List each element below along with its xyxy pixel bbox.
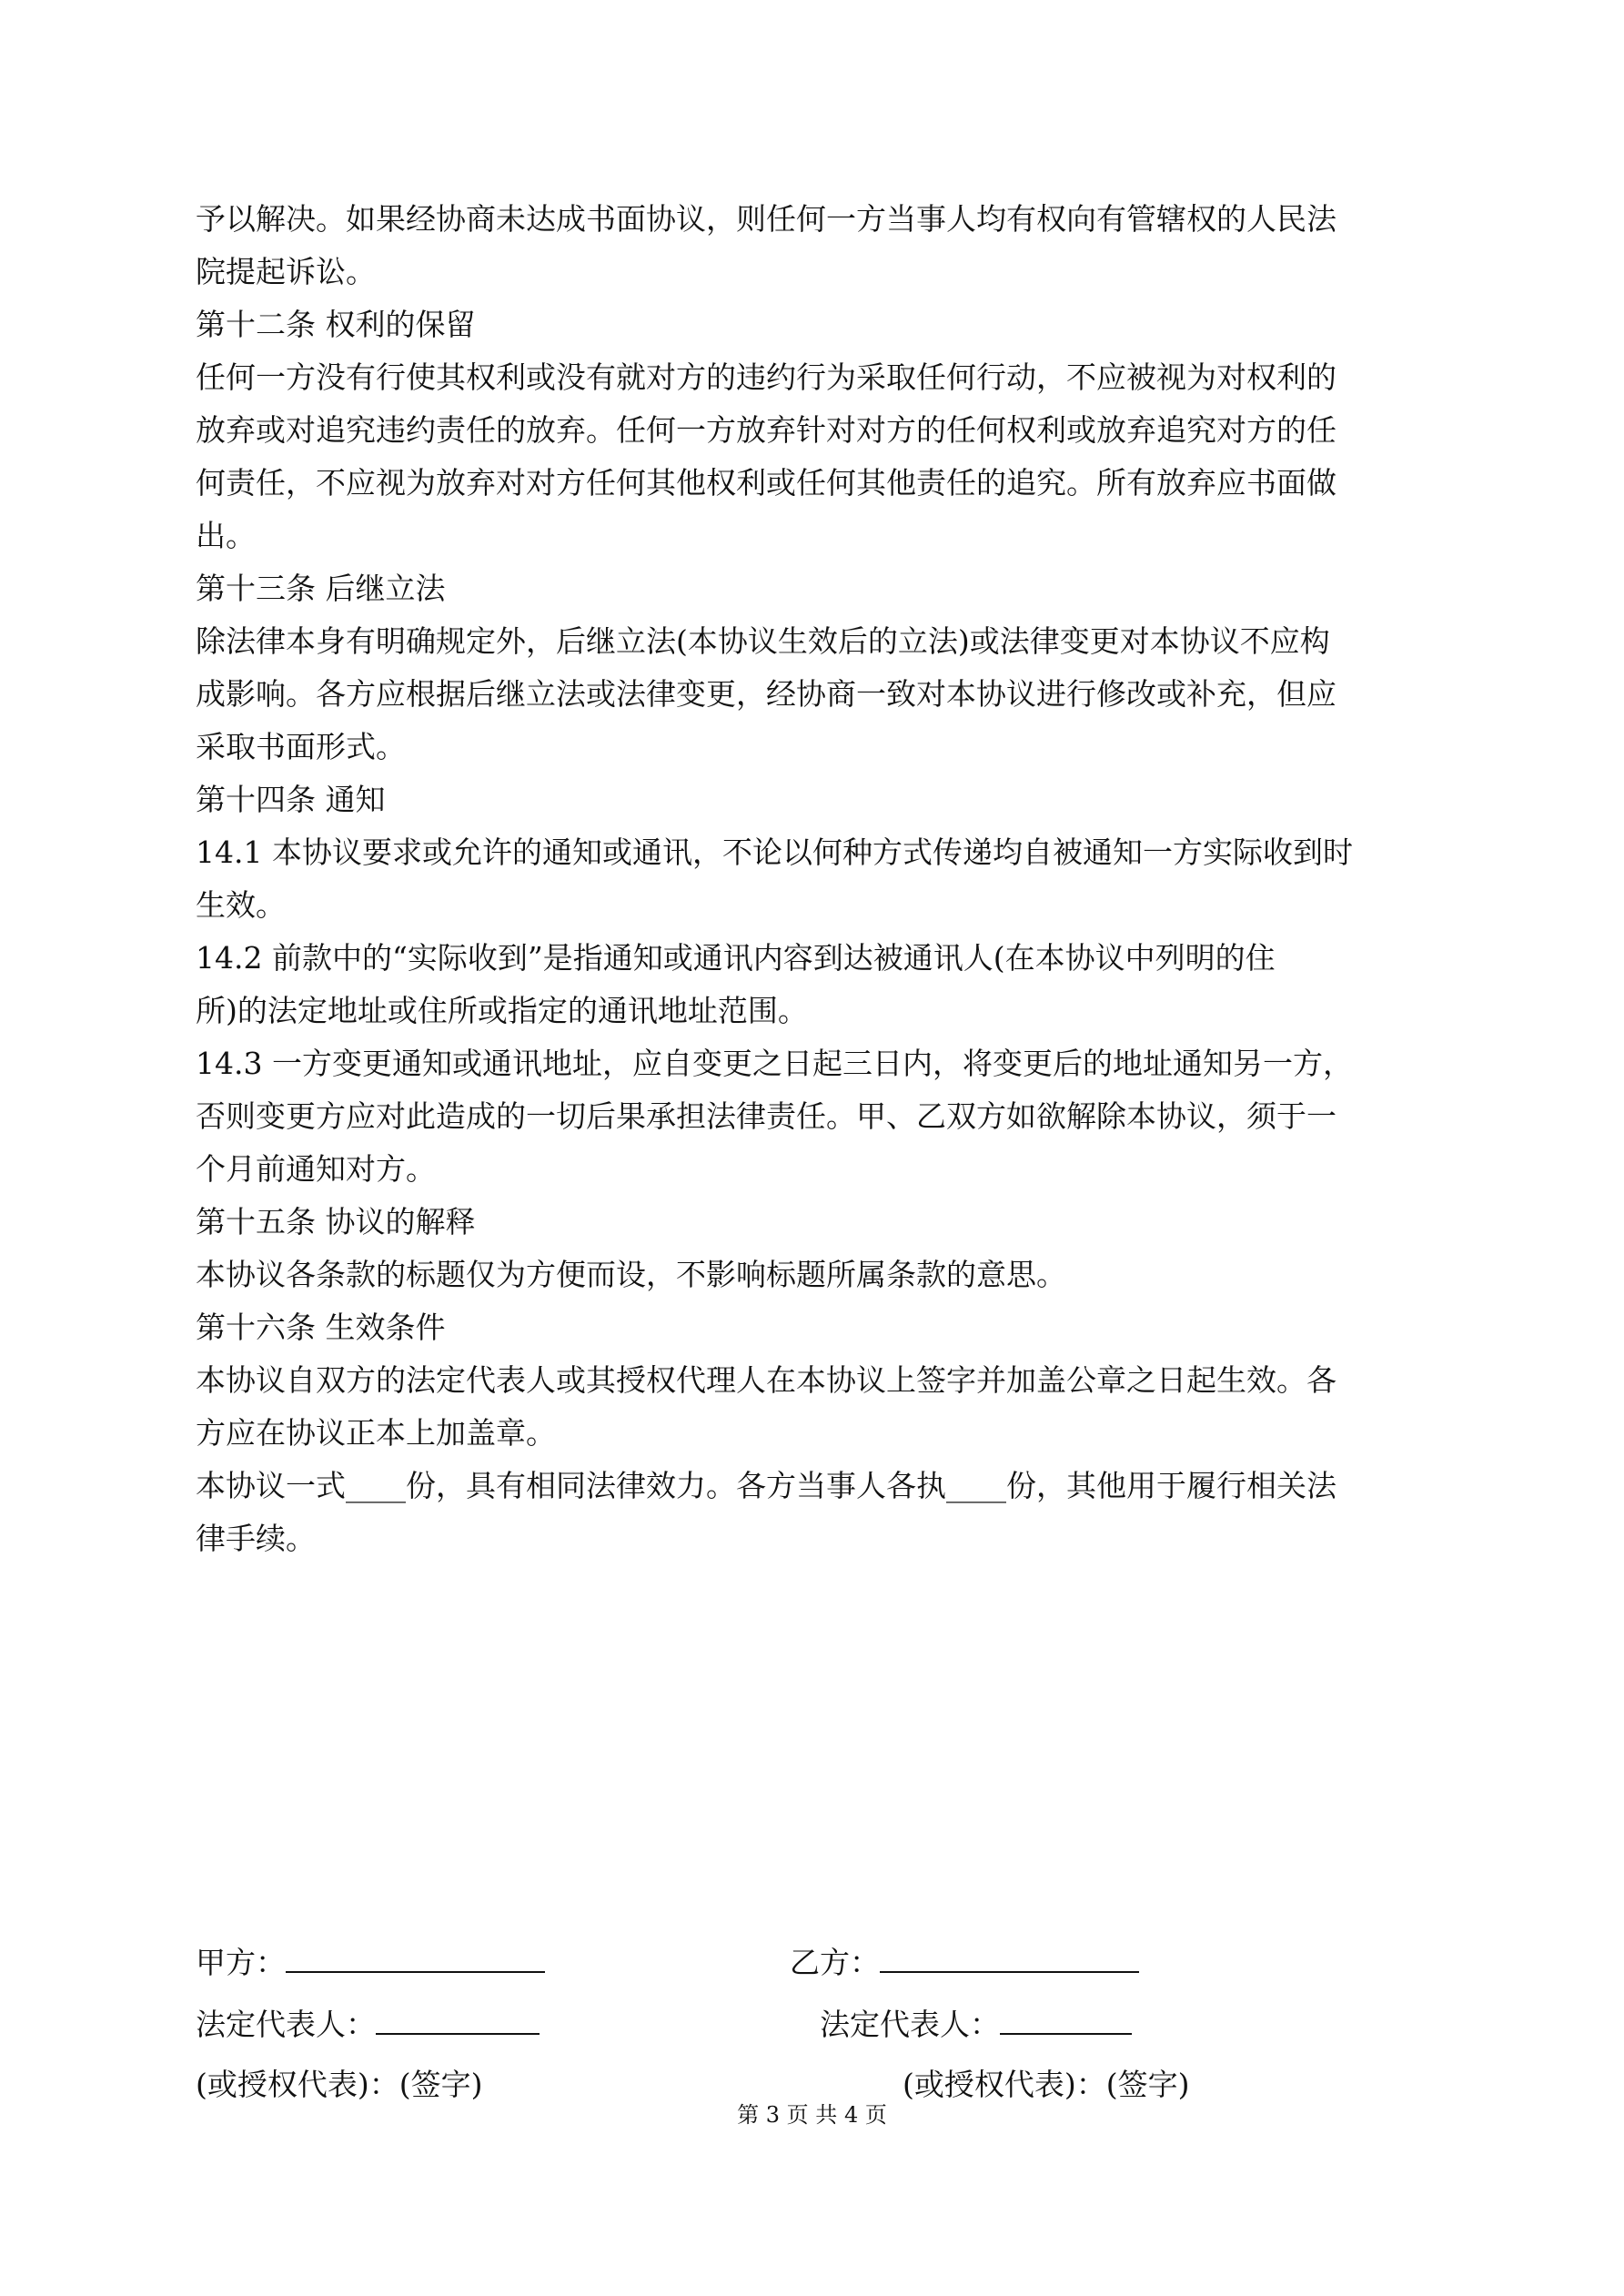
body-line: 本协议各条款的标题仅为方便而设，不影响标题所属条款的意思。 <box>196 1257 1066 1292</box>
body-line: 否则变更方应对此造成的一切后果承担法律责任。甲、乙双方如欲解除本协议，须于一 <box>196 1098 1337 1134</box>
body-line: 院提起诉讼。 <box>196 254 376 289</box>
body-line: 本协议自双方的法定代表人或其授权代理人在本协议上签字并加盖公章之日起生效。各 <box>196 1362 1337 1398</box>
body-line: 本协议一式____份，具有相同法律效力。各方当事人各执____份，其他用于履行相关法 <box>196 1468 1337 1503</box>
legal-rep-a-blank <box>376 1998 540 2035</box>
body-line: 成影响。各方应根据后继立法或法律变更，经协商一致对本协议进行修改或补充，但应 <box>196 676 1337 712</box>
body-line: 律手续。 <box>196 1521 316 1556</box>
body-line: 任何一方没有行使其权利或没有就对方的违约行为采取任何行动，不应被视为对权利的 <box>196 359 1337 395</box>
body-line: 个月前通知对方。 <box>196 1151 436 1187</box>
body-line: 采取书面形式。 <box>196 729 406 764</box>
section-heading: 第十五条 协议的解释 <box>196 1204 476 1239</box>
authorized-b-line: (或授权代表)：(签字) <box>903 2067 1190 2102</box>
body-line: 放弃或对追究违约责任的放弃。任何一方放弃针对对方的任何权利或放弃追究对方的任 <box>196 412 1337 448</box>
party-a-blank <box>286 1937 545 1973</box>
section-heading: 第十二条 权利的保留 <box>196 307 476 342</box>
body-line: 所)的法定地址或住所或指定的通讯地址范围。 <box>196 993 808 1028</box>
section-heading: 第十四条 通知 <box>196 782 386 817</box>
body-line: 出。 <box>196 518 256 553</box>
page-number: 第 3 页 共 4 页 <box>737 2102 887 2128</box>
document-body <box>196 193 1437 1565</box>
body-line: 生效。 <box>196 887 286 923</box>
section-heading: 第十三条 后继立法 <box>196 571 446 606</box>
party-b-signature-line <box>790 1937 1139 1989</box>
body-line: 何责任，不应视为放弃对对方任何其他权利或任何其他责任的追究。所有放弃应书面做 <box>196 465 1337 501</box>
legal-rep-b-blank <box>1000 1998 1132 2035</box>
party-a-signature-line <box>196 1937 545 1989</box>
authorized-a-line: (或授权代表)：(签字) <box>196 2067 483 2102</box>
body-line: 14.3 一方变更通知或通讯地址，应自变更之日起三日内，将变更后的地址通知另一方， <box>196 1046 1353 1081</box>
party-b-blank <box>880 1937 1139 1973</box>
body-line: 14.2 前款中的“实际收到”是指通知或通讯内容到达被通讯人(在本协议中列明的住 <box>196 940 1276 976</box>
party-a-label: 甲方： <box>196 1945 286 1980</box>
party-b-label: 乙方： <box>790 1945 880 1980</box>
legal-rep-b-label: 法定代表人： <box>820 2007 1000 2042</box>
section-heading: 第十六条 生效条件 <box>196 1310 446 1345</box>
legal-rep-a-label: 法定代表人： <box>196 2007 376 2042</box>
body-line: 予以解决。如果经协商未达成书面协议，则任何一方当事人均有权向有管辖权的人民法 <box>196 201 1337 237</box>
body-line: 除法律本身有明确规定外，后继立法(本协议生效后的立法)或法律变更对本协议不应构 <box>196 623 1330 659</box>
body-line: 14.1 本协议要求或允许的通知或通讯，不论以何种方式传递均自被通知一方实际收到时 <box>196 834 1353 870</box>
legal-rep-b-line <box>820 1998 1132 2051</box>
legal-rep-a-line <box>196 1998 540 2051</box>
body-line: 方应在协议正本上加盖章。 <box>196 1415 556 1451</box>
